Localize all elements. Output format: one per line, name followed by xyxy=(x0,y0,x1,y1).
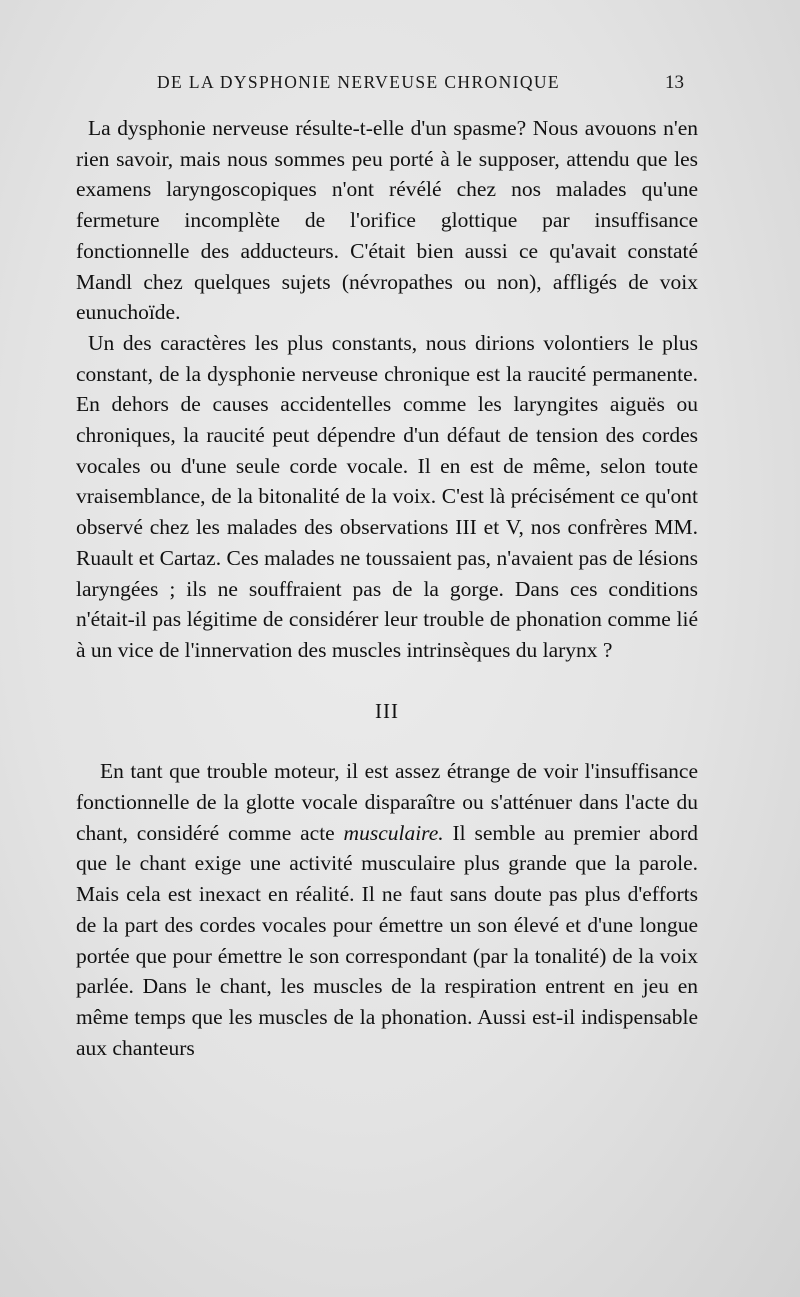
paragraph-text: En tant que trouble moteur, il est assez étrange de voir l'insuffisance fonctionnelle de la glotte vocale disparaître ou s'atténuer dans l'acte du chant, considéré comme acte xyxy=(76,759,698,845)
page-number: 13 xyxy=(665,72,684,93)
paragraph: Un des caractères les plus constants, nous dirions volontiers le plus constant, de la dysphonie nerveuse chronique est la raucité permanente. En dehors de causes accidentelles comme les laryngites aiguës ou chroniques, la raucité peut dépendre d'un défaut de tension des cordes vocales ou d'une seule corde vocale. Il en est de même, selon toute vraisemblance, de la bitonalité de la voix. C'est là précisément ce qu'ont observé chez les malades des observations III et V, nos confrères MM. Ruault et Cartaz. Ces malades ne toussaient pas, n'avaient pas de lésions laryngées ; ils ne souffraient pas de la gorge. Dans ces conditions n'était-il pas légitime de considérer leur trouble de phonation comme lié à un vice de l'innervation des muscles intrinsèques du larynx ? xyxy=(76,330,698,662)
paragraph-text: Il semble au premier abord que le chant exige une activité musculaire plus grande que la parole. Mais cela est inexact en réalité. Il ne faut sans doute pas plus d'efforts de la part des cordes vocales pour émettre un son élevé et d'une longue portée que pour émettre le son correspondant (par la tonalité) de la voix parlée. Dans le chant, les muscles de la respiration entrent en jeu en même temps que les muscles de la phonation. Aussi est-il indispensable aux chanteurs xyxy=(76,820,698,1060)
section-heading: III xyxy=(375,698,399,723)
running-header xyxy=(157,72,684,93)
running-title: DE LA DYSPHONIE NERVEUSE CHRONIQUE xyxy=(157,72,561,92)
body-text xyxy=(76,113,698,1063)
paragraph xyxy=(76,756,698,1063)
italic-term: musculaire. xyxy=(343,820,444,845)
paragraph: La dysphonie nerveuse résulte-t-elle d'un spasme? Nous avouons n'en rien savoir, mais nous sommes peu porté à le supposer, attendu que les examens laryngoscopiques n'ont révélé chez nos malades qu'une fermeture incomplète de l'orifice glottique par insuffisance fonctionnelle des adducteurs. C'était bien aussi ce qu'avait constaté Mandl chez quelques sujets (névropathes ou non), affligés de voix eunuchoïde. xyxy=(76,116,698,325)
